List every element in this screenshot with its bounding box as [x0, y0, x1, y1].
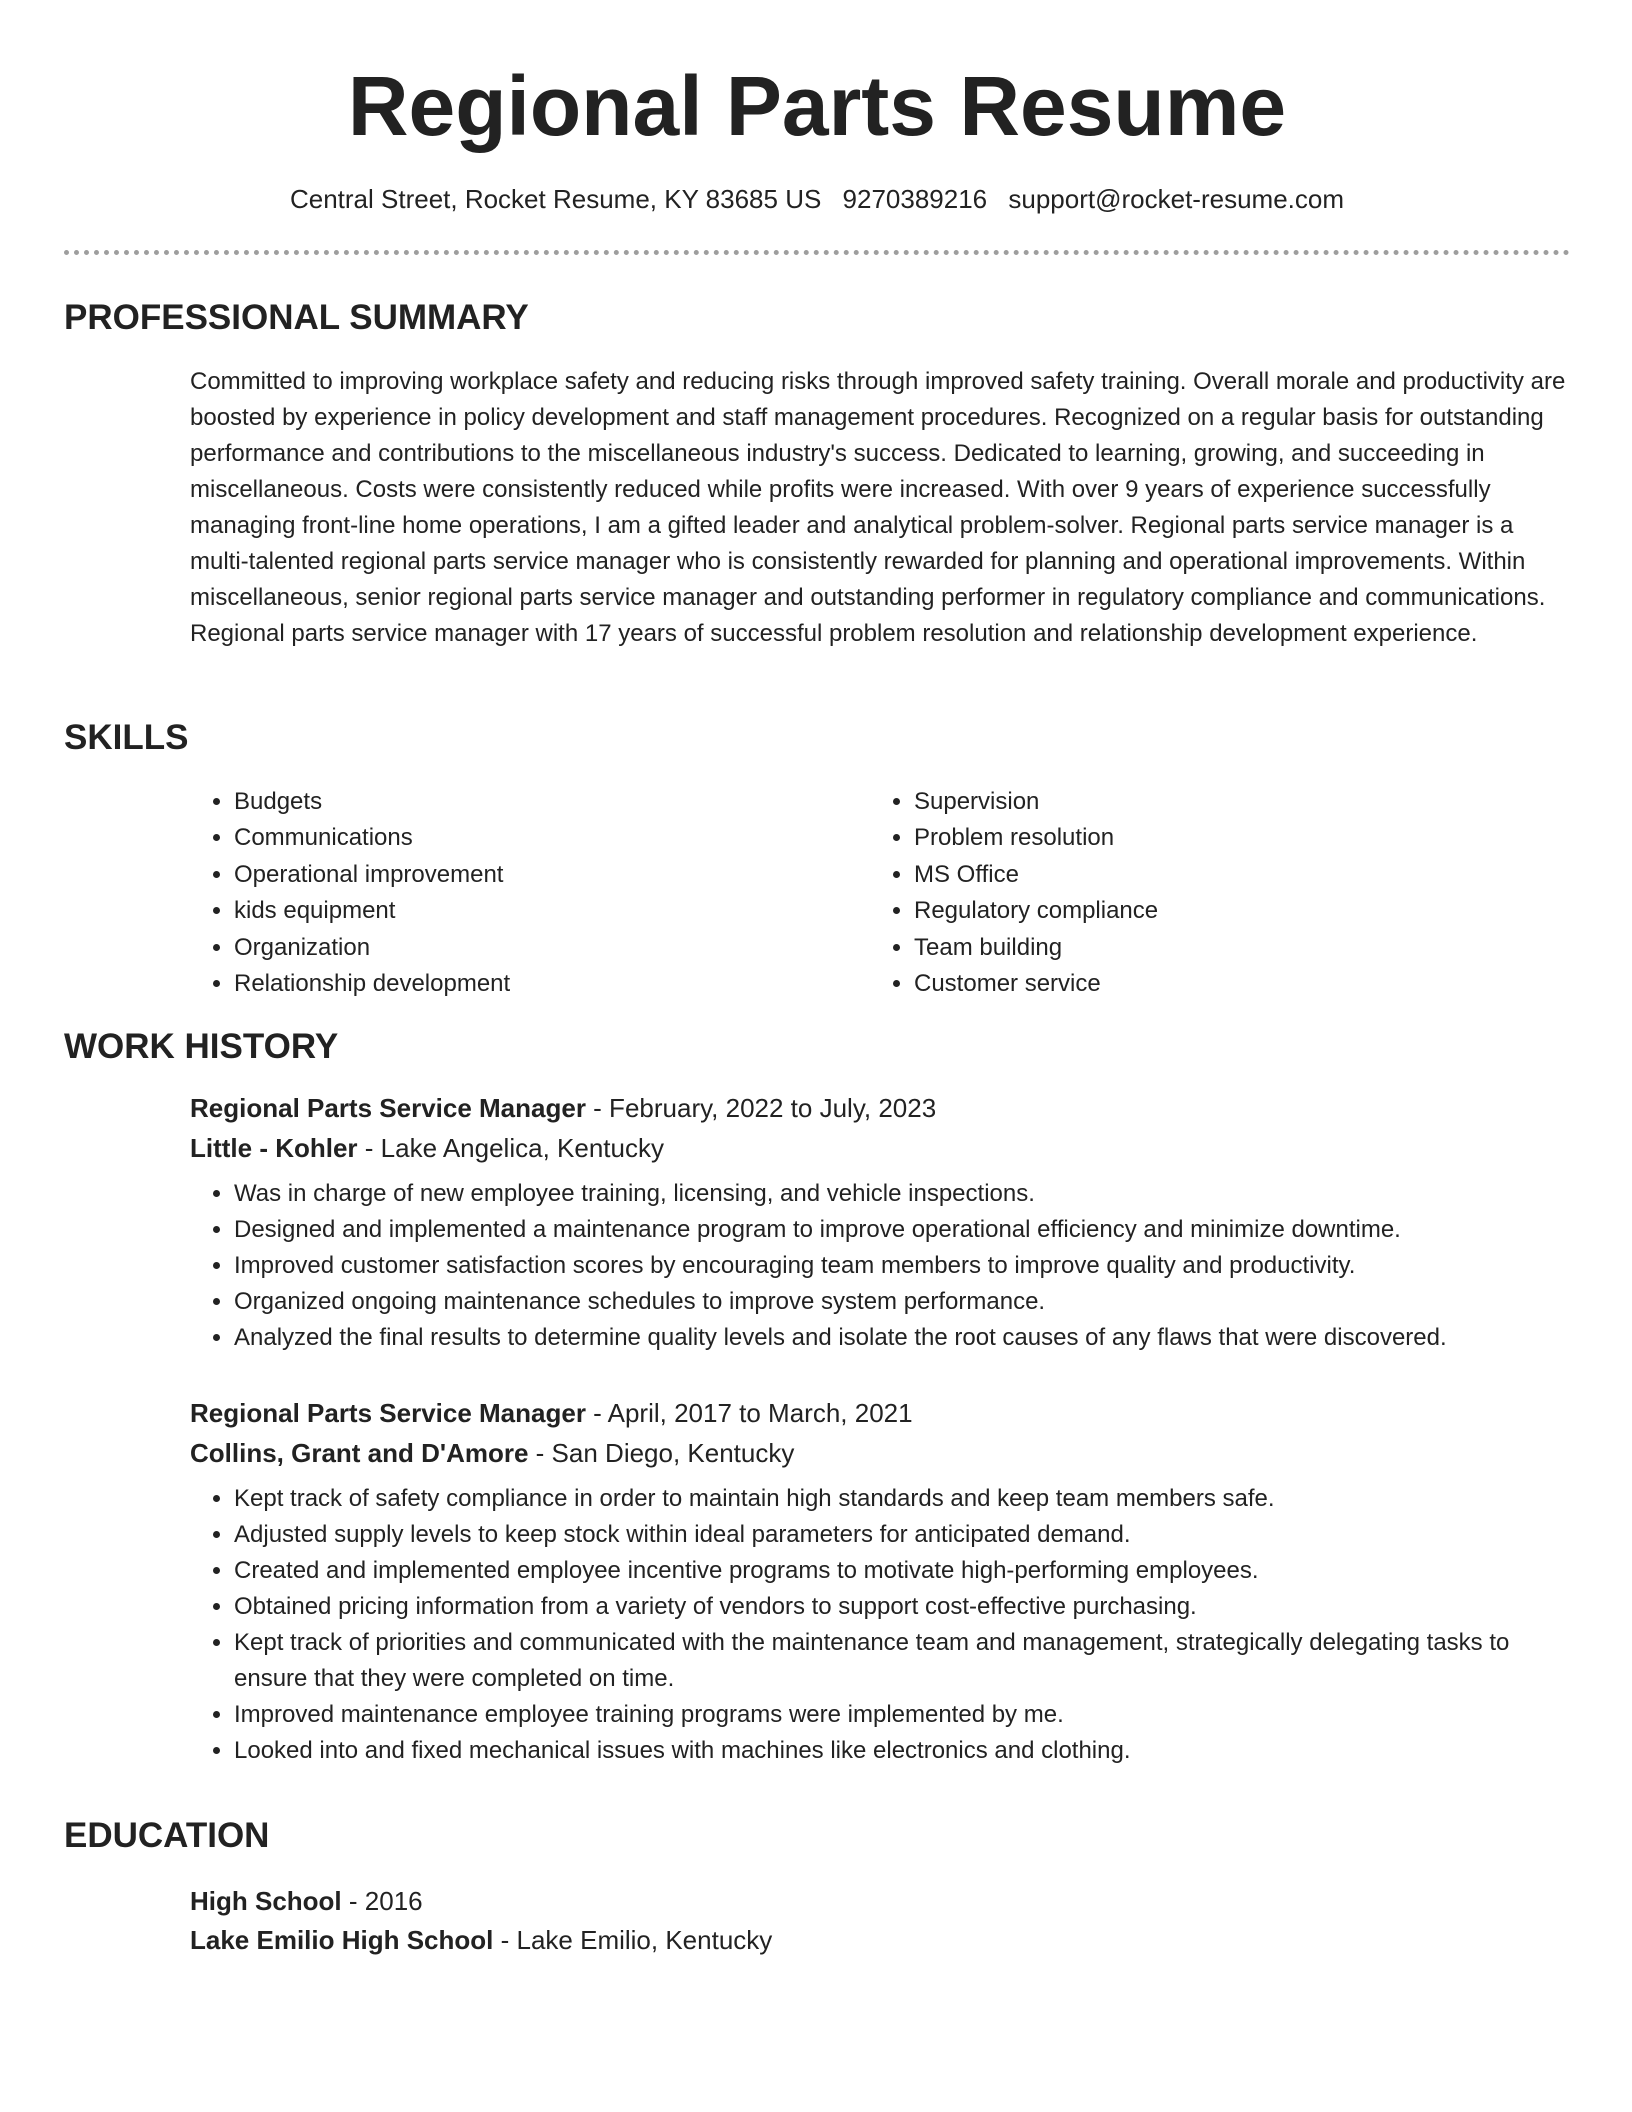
skill-item: • Operational improvement: [234, 857, 870, 893]
skill-item: • Customer service: [914, 966, 1550, 1002]
job-company-line: [190, 1433, 1570, 1473]
skill-item: • Communications: [234, 820, 870, 856]
education-year: - 2016: [341, 1886, 423, 1916]
job-title: Regional Parts Service Manager: [190, 1093, 586, 1123]
job-company: Little - Kohler: [190, 1133, 358, 1163]
contact-address: Central Street, Rocket Resume, KY 83685 US: [289, 184, 822, 214]
job-company-line: [190, 1128, 1570, 1168]
education-degree: High School: [190, 1886, 342, 1916]
job-bullet: • Obtained pricing information from a variety of vendors to support cost-effective purchasing.: [234, 1589, 1570, 1625]
education-school-line: [190, 1921, 1570, 1960]
skill-item: • MS Office: [914, 857, 1550, 893]
job-bullet: • Improved maintenance employee training programs were implemented by me.: [234, 1697, 1570, 1733]
skill-item: • Relationship development: [234, 966, 870, 1002]
education-location: - Lake Emilio, Kentucky: [493, 1925, 773, 1955]
job-bullets: [190, 1176, 1570, 1356]
job-bullet: • Kept track of priorities and communicated with the maintenance team and management, strategically delegating tasks to ensure that they were completed on time.: [234, 1625, 1570, 1697]
skill-item: • kids equipment: [234, 893, 870, 929]
work-history-heading: WORK HISTORY: [64, 1027, 339, 1066]
contact-phone: 9270389216: [842, 184, 988, 214]
skill-item: • Supervision: [914, 784, 1550, 820]
skill-item: • Organization: [234, 930, 870, 966]
job-bullet: • Created and implemented employee incentive programs to motivate high-performing employees.: [234, 1553, 1570, 1589]
contact-line: [64, 181, 1570, 217]
job-bullet: • Looked into and fixed mechanical issues with machines like electronics and clothing.: [234, 1733, 1570, 1769]
job-dates: - February, 2022 to July, 2023: [585, 1093, 937, 1123]
job-bullet: • Designed and implemented a maintenance program to improve operational efficiency and minimize downtime.: [234, 1212, 1570, 1248]
resume-title: Regional Parts Resume: [347, 59, 1287, 153]
job-bullet: • Adjusted supply levels to keep stock within ideal parameters for anticipated demand.: [234, 1517, 1570, 1553]
skill-item: • Budgets: [234, 784, 870, 820]
job-dates: - April, 2017 to March, 2021: [585, 1398, 913, 1428]
job-bullet: • Analyzed the final results to determine quality levels and isolate the root causes of any flaws that were discovered.: [234, 1320, 1570, 1356]
skill-item: • Problem resolution: [914, 820, 1550, 856]
job-bullet: • Organized ongoing maintenance schedules to improve system performance.: [234, 1284, 1570, 1320]
job-title: Regional Parts Service Manager: [190, 1398, 586, 1428]
education-entry: [190, 1882, 1570, 1960]
education-heading: EDUCATION: [64, 1816, 270, 1855]
job-entry: [190, 1088, 1570, 1356]
job-company: Collins, Grant and D'Amore: [190, 1438, 529, 1468]
job-location: - San Diego, Kentucky: [528, 1438, 795, 1468]
job-title-line: [190, 1088, 1570, 1128]
skills-list: [190, 784, 1570, 1002]
job-entry: [190, 1393, 1570, 1769]
skill-item: • Regulatory compliance: [914, 893, 1550, 929]
summary-text: Committed to improving workplace safety and reducing risks through improved safety training. Overall morale and productivity are boosted by experience in policy development and staff management procedures. Recognized on a regular basis for outstanding performance and contributions to the miscellaneous industry's success. Dedicated to learning, growing, and succeeding in miscellaneous. Costs were consistently reduced while profits were increased. With over 9 years of experience successfully managing front-line home operations, I am a gifted leader and analytical problem-solver. Regional parts service manager is a multi-talented regional parts service manager who is consistently rewarded for planning and operational improvements. Within miscellaneous, senior regional parts service manager and outstanding performer in regulatory compliance and communications. Regional parts service manager with 17 years of successful problem resolution and relationship development experience.: [190, 368, 1566, 647]
skills-column-left: [190, 784, 870, 1002]
skills-heading: SKILLS: [64, 718, 189, 757]
job-bullet: • Was in charge of new employee training, licensing, and vehicle inspections.: [234, 1176, 1570, 1212]
education-degree-line: [190, 1882, 1570, 1921]
education-school: Lake Emilio High School: [190, 1925, 494, 1955]
job-title-line: [190, 1393, 1570, 1433]
contact-email: support@rocket-resume.com: [1008, 184, 1345, 214]
job-bullet: • Improved customer satisfaction scores by encouraging team members to improve quality and productivity.: [234, 1248, 1570, 1284]
job-bullets: [190, 1481, 1570, 1769]
skills-column-right: [870, 784, 1550, 1002]
job-location: - Lake Angelica, Kentucky: [357, 1133, 664, 1163]
summary-heading: PROFESSIONAL SUMMARY: [64, 298, 529, 337]
header-divider: [64, 250, 1570, 255]
skill-item: • Team building: [914, 930, 1550, 966]
job-bullet: • Kept track of safety compliance in order to maintain high standards and keep team members safe.: [234, 1481, 1570, 1517]
